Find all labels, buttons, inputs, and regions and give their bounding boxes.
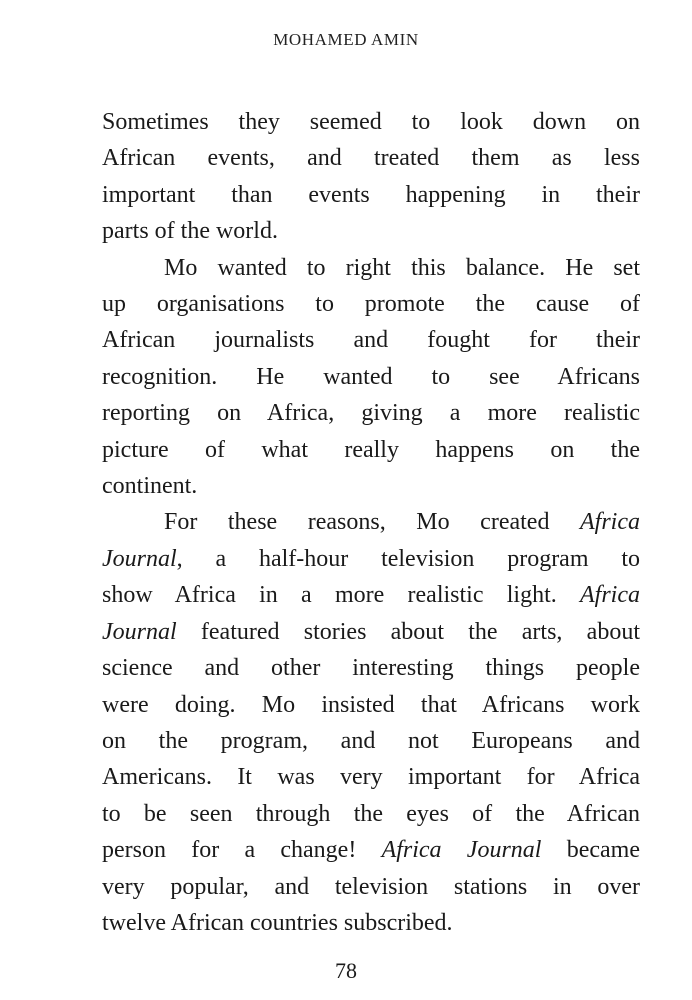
text-line bbox=[102, 614, 640, 650]
page-number: 78 bbox=[335, 958, 357, 983]
running-header: MOHAMED AMIN bbox=[273, 30, 419, 49]
text-line: Sometimes they seemed to look down on bbox=[102, 109, 640, 135]
text-run: show Africa in a more realistic light. bbox=[102, 582, 580, 609]
text-run: featured stories about the arts, about bbox=[176, 618, 640, 645]
body-text bbox=[102, 104, 640, 941]
paragraph-2 bbox=[102, 250, 640, 505]
text-line bbox=[102, 541, 640, 577]
text-line: very popular, and television stations in over bbox=[102, 873, 640, 900]
text-line: important than events happening in their bbox=[102, 181, 640, 208]
paragraph-1 bbox=[102, 104, 640, 250]
text-line: parts of the world. bbox=[102, 218, 278, 245]
text-run: , a half-hour television program to bbox=[176, 545, 640, 572]
text-line: African events, and treated them as less bbox=[102, 145, 640, 172]
paragraph-3 bbox=[102, 504, 640, 941]
text-line: were doing. Mo insisted that Africans work bbox=[102, 691, 640, 718]
italic-title: Africa bbox=[580, 509, 640, 536]
text-run: For these reasons, Mo created bbox=[164, 509, 580, 536]
italic-title: Africa bbox=[580, 582, 640, 609]
text-line bbox=[102, 504, 640, 540]
text-run: person for a change! bbox=[102, 837, 382, 864]
text-line: up organisations to promote the cause of bbox=[102, 291, 640, 318]
text-line: African journalists and fought for their bbox=[102, 327, 640, 354]
text-line: recognition. He wanted to see Africans bbox=[102, 363, 640, 390]
italic-title: Journal bbox=[102, 618, 177, 645]
text-line bbox=[102, 832, 640, 868]
text-line: Americans. It was very important for Africa bbox=[102, 764, 640, 791]
text-line: science and other interesting things people bbox=[102, 655, 640, 682]
text-line: on the program, and not Europeans and bbox=[102, 727, 640, 754]
italic-title: Journal bbox=[102, 545, 177, 572]
text-run: became bbox=[541, 837, 640, 864]
italic-title: Africa Journal bbox=[381, 837, 542, 864]
text-line: Mo wanted to right this balance. He set bbox=[164, 254, 640, 281]
text-line: continent. bbox=[102, 473, 198, 500]
text-line: reporting on Africa, giving a more realistic bbox=[102, 400, 640, 427]
text-line: to be seen through the eyes of the African bbox=[102, 800, 640, 827]
text-line bbox=[102, 577, 640, 613]
text-line: picture of what really happens on the bbox=[102, 436, 640, 463]
text-line: twelve African countries subscribed. bbox=[102, 909, 453, 936]
